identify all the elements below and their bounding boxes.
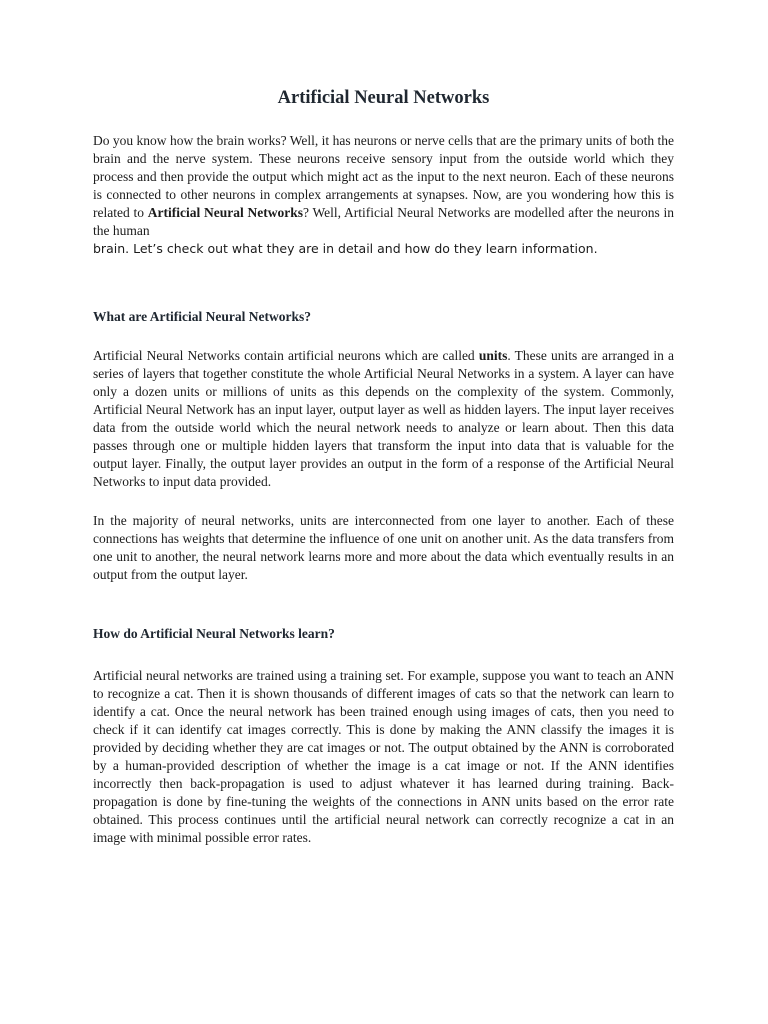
section1-text-end: . These units are arranged in a series of layers that together constitute the whole Artificial Neural Networks in a system. A layer can have only a dozen units or millions of units as this depends on the complexity of the system. Commonly, Artificial Neural Network has an input layer, output layer as well as hidden layers. The input layer receives data from the outside world which the neural network needs to analyze or learn about. Then this data passes through one or multiple hidden layers that transform the input into data that is valuable for the output layer. Finally, the output layer provides an output in the form of a response of the Artificial Neural Networks to input data provided. (93, 348, 674, 489)
section1-paragraph-2: In the majority of neural networks, units are interconnected from one layer to another. Each of these connections has weights that determine the influence of one unit on another unit. As the data transfers from one unit to another, the neural network learns more and more about the data which eventually results in an output from the output layer. (93, 513, 674, 582)
section-heading-how-learn: How do Artificial Neural Networks learn? (93, 626, 335, 641)
document-title: Artificial Neural Networks (277, 88, 490, 108)
intro-bold-term: Artificial Neural Networks (147, 205, 303, 220)
intro-last-line: brain. Let’s check out what they are in detail and how do they learn information. (93, 241, 598, 256)
section1-paragraph-1 (93, 347, 674, 491)
section1-text-start: Artificial Neural Networks contain artificial neurons which are called (93, 348, 479, 363)
section-heading-what-are: What are Artificial Neural Networks? (93, 309, 311, 324)
intro-paragraph (93, 132, 674, 240)
intro-text-end: ? Well, Artificial Neural Networks are modelled after the neurons in the human (93, 205, 674, 238)
intro-text-start: Do you know how the brain works? Well, it has neurons or nerve cells that are the primary units of both the brain and the nerve system. These neurons receive sensory input from the outside world which they process and then provide the output which might act as the input to the next neuron. Each of these neurons is connected to other neurons in complex arrangements at synapses. Now, are you wondering how this is related to (93, 133, 674, 220)
section2-paragraph-1: Artificial neural networks are trained using a training set. For example, suppose you want to teach an ANN to recognize a cat. Then it is shown thousands of different images of cats so that the network can learn to identify a cat. Once the neural network has been trained enough using images of cats, then you need to check if it can identify cat images correctly. This is done by making the ANN classify the images it is provided by deciding whether they are cat images or not. The output obtained by the ANN is corroborated by a human-provided description of whether the image is a cat image or not. If the ANN identifies incorrectly then back-propagation is used to adjust whatever it has learned during training. Back-propagation is done by fine-tuning the weights of the connections in ANN units based on the error rate obtained. This process continues until the artificial neural network can correctly recognize a cat in an image with minimal possible error rates. (93, 668, 674, 845)
section1-bold-term: units (478, 348, 508, 363)
